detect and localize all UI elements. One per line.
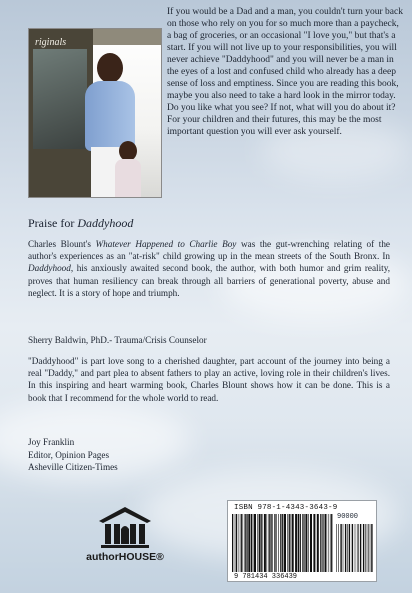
barcode-bar [338, 524, 339, 572]
author-photo [28, 28, 162, 198]
barcode-bar [291, 514, 292, 572]
barcode-digits: 9 781434 336439 [234, 573, 298, 581]
review-text: was the gut-wrenching relating of the author's experiences as an "at-risk" child growing up in the mean streets of the South Bronx. In [28, 239, 391, 262]
barcode-bar [323, 514, 324, 572]
barcode-bar [298, 514, 299, 572]
barcode-bar [278, 514, 279, 572]
barcode-bar [360, 524, 361, 572]
barcode-bar [241, 514, 242, 572]
barcode-bar [358, 524, 359, 572]
barcode-bar [325, 514, 327, 572]
house-icon [97, 505, 153, 549]
barcode-bar [280, 514, 281, 572]
publisher-name: authorHOUSE® [86, 551, 164, 563]
awning [93, 29, 162, 45]
barcode-bar [267, 514, 268, 572]
daughter-dress [115, 159, 141, 198]
praise-prefix: Praise for [28, 216, 78, 230]
barcode-bar [367, 524, 368, 572]
barcode-bar [370, 524, 371, 572]
review-baldwin [28, 238, 390, 299]
barcode-bar [282, 514, 283, 572]
praise-heading [28, 216, 388, 231]
barcode-bar [352, 524, 353, 572]
barcode-bar [254, 514, 256, 572]
barcode-bar [261, 514, 262, 572]
barcode-bar [355, 524, 356, 572]
barcode-bar [371, 524, 372, 572]
barcode-bar [235, 514, 236, 572]
isbn-barcode [227, 500, 377, 582]
barcode-bar [343, 524, 344, 572]
barcode-bar [300, 514, 301, 572]
shop-sign: riginals [35, 37, 67, 48]
barcode-bar [274, 514, 275, 572]
barcode-bar [253, 514, 254, 572]
barcode-bar [363, 524, 364, 572]
barcode-bar [259, 514, 261, 572]
isbn-number: ISBN 978-1-4343-3643-9 [234, 504, 338, 512]
barcode-bar [328, 514, 329, 572]
barcode-bar [248, 514, 250, 572]
reviewer-signature-block [28, 436, 118, 474]
barcode-bar [304, 514, 305, 572]
barcode-bar [295, 514, 297, 572]
father-figure [97, 53, 123, 83]
barcode-bar [243, 514, 244, 572]
intro-text: If you would be a Dad and a man, you couldn't turn your back on those who rely on you for so much more than a paycheck, a bag of groceries, or an occasional "I love you," but that's a start. If you will not live up to your responsibilities, you will never achieve "Daddyhood" and you will never be a man in the eyes of a lost and confused child who already has a deep sense of loss and emptiness. Since you are reading this book, maybe you also need to take a hard look in the mirror today. Do you like what you see? If not, what will you do about it? For your children and their futures, this may be the most important question you will ever ask yourself. [167, 7, 403, 137]
barcode-bar [302, 514, 303, 572]
barcode-bar [239, 514, 240, 572]
barcode-bar [284, 514, 286, 572]
barcode-bar [246, 514, 247, 572]
reviewer-organization: Asheville Citizen-Times [28, 462, 118, 472]
barcode-bar [292, 514, 294, 572]
barcode-bar [340, 524, 341, 572]
barcode-bar [289, 514, 290, 572]
reviewer-signature: Sherry Baldwin, PhD.- Trauma/Crisis Counselor [28, 335, 207, 345]
barcode-bar [305, 514, 307, 572]
review-text: Charles Blount's [28, 239, 96, 249]
review-franklin: "Daddyhood" is part love song to a cherished daughter, part account of the journey into being a real "Daddy," and part plea to absent fathers to play an active, loving role in their children's lives. In this inspiring and heart warming book, Charles Blount shows how it can be done. This is a book that I recommend for the whole world to read. [28, 356, 390, 403]
barcode-bar [232, 514, 233, 572]
reviewer-title: Editor, Opinion Pages [28, 449, 110, 460]
barcode-bar [357, 524, 358, 572]
barcode-bar [276, 514, 277, 572]
barcode-bar [349, 524, 350, 572]
barcode-bar [308, 514, 309, 572]
daughter-figure [119, 141, 137, 161]
barcode-bar [317, 514, 319, 572]
barcode-bar [264, 514, 266, 572]
barcode-bar [320, 514, 321, 572]
barcode-bar [287, 514, 288, 572]
barcode-bar [336, 524, 337, 572]
barcode-bar [236, 514, 237, 572]
shop-window [33, 49, 87, 149]
barcode-bar [331, 514, 332, 572]
barcode-bar [330, 514, 331, 572]
barcode-bar [368, 524, 369, 572]
review-book-title: Daddyhood [28, 263, 71, 274]
price-code: 90000 [337, 513, 359, 521]
reviewer-name: Joy Franklin [28, 437, 75, 447]
barcode-bars [232, 514, 374, 572]
barcode-bar [310, 514, 312, 572]
barcode-bar [345, 524, 346, 572]
barcode-bar [270, 514, 271, 572]
barcode-bar [272, 514, 273, 572]
barcode-bar [269, 514, 270, 572]
review-book-title: Whatever Happened to Charlie Boy [95, 239, 237, 249]
barcode-bar [257, 514, 258, 572]
barcode-bar [322, 514, 323, 572]
barcode-bar [347, 524, 348, 572]
publisher-logo [85, 505, 165, 575]
barcode-bar [365, 524, 366, 572]
praise-book-title: Daddyhood [77, 216, 134, 230]
barcode-bar [313, 514, 315, 572]
barcode-bar [245, 514, 246, 572]
barcode-bar [251, 514, 252, 572]
review-text: , his anxiously awaited second book, the author, with both humor and grim reality, proves that human resiliency can break through all barriers of generational poverty, abuse and neglect. It is a story of hope and triumph. [28, 263, 390, 298]
